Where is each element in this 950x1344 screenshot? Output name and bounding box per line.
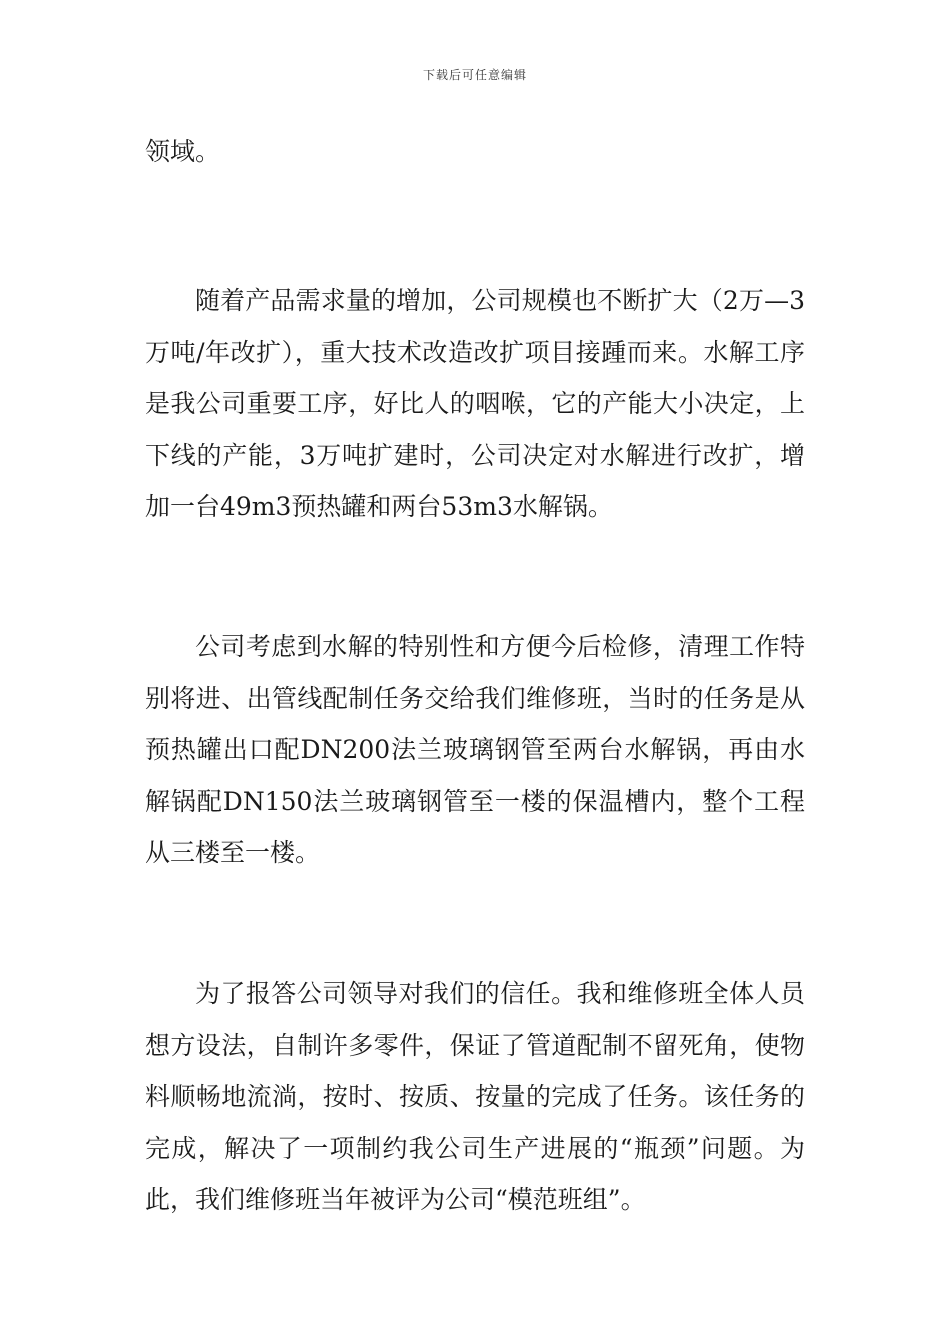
page-header: 下载后可任意编辑 (422, 68, 527, 82)
paragraph-result: 为了报答公司领导对我们的信任。我和维修班全体人员想方设法，自制许多零件，保证了管道配制不留死角，使物料顺畅地流淌，按时、按质、按量的完成了任务。该任务的完成，解决了一项制约我公司生产进展的“瓶颈”问题。为此，我们维修班当年被评为公司“模范班组”。 (145, 979, 805, 1214)
paragraph-continuation: 领域。 (145, 137, 221, 166)
paragraph-pipeline-task: 公司考虑到水解的特别性和方便今后检修，清理工作特别将进、出管线配制任务交给我们维修班，当时的任务是从预热罐出口配DN200法兰玻璃钢管至两台水解锅，再由水解锅配DN150法兰玻璃钢管至一楼的保温槽内，整个工程从三楼至一楼。 (145, 632, 805, 867)
paragraph-expansion: 随着产品需求量的增加，公司规模也不断扩大（2万—3万吨/年改扩），重大技术改造改扩项目接踵而来。水解工序是我公司重要工序，好比人的咽喉，它的产能大小决定，上下线的产能，3万吨扩建时，公司决定对水解进行改扩，增加一台49m3预热罐和两台53m3水解锅。 (145, 286, 805, 521)
